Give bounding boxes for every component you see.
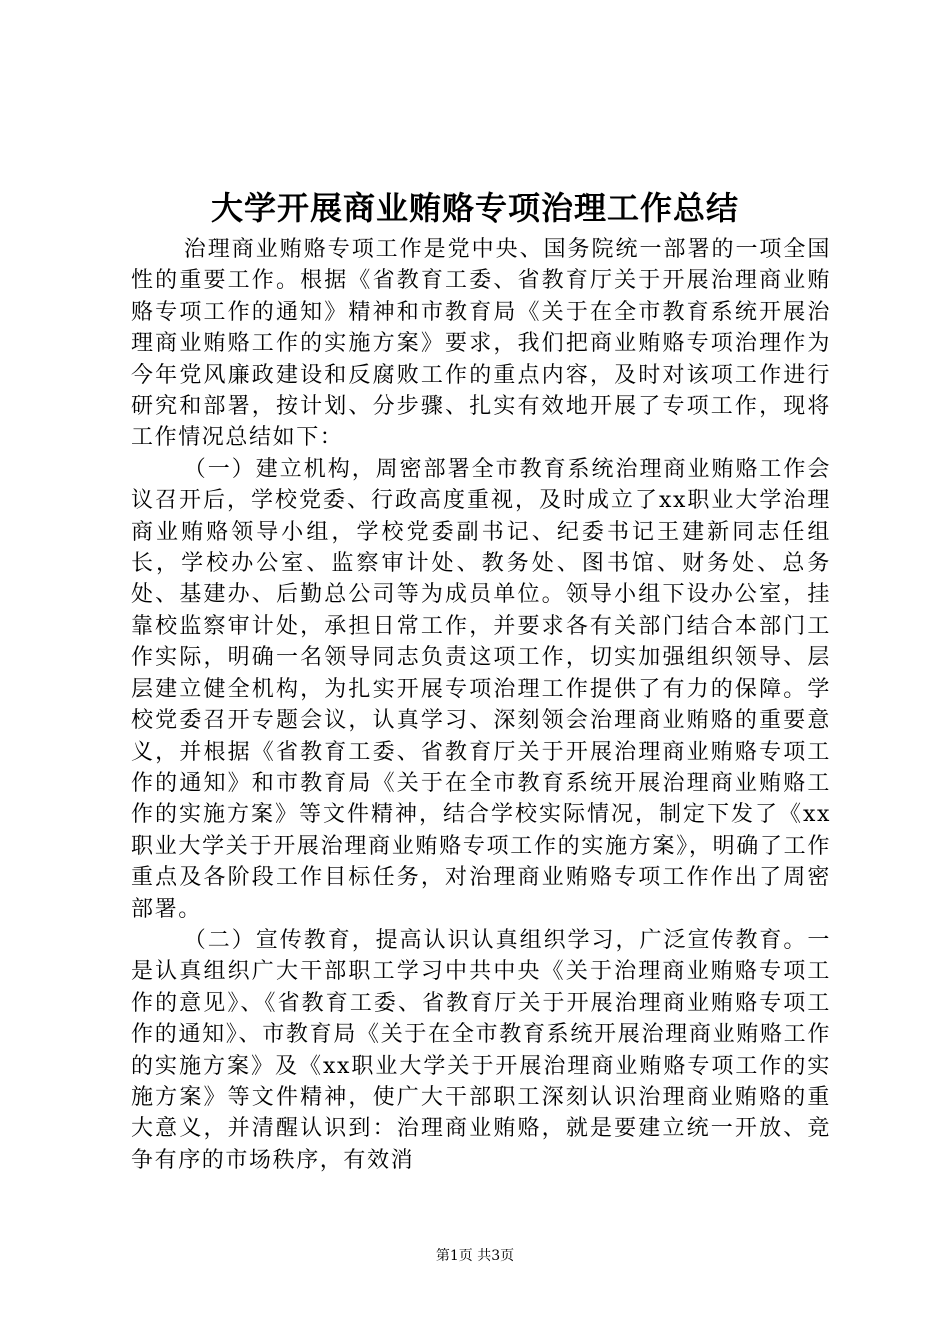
document-body <box>131 234 831 1176</box>
paragraph-section-2: （二）宣传教育，提高认识认真组织学习，广泛宣传教育。一是认真组织广大干部职工学习中共中央《关于治理商业贿赂专项工作的意见》、《省教育工委、省教育厅关于开展治理商业贿赂专项工作的通知》、市教育局《关于在全市教育系统开展治理商业贿赂工作的实施方案》及《xx职业大学关于开展治理商业贿赂专项工作的实施方案》等文件精神，使广大干部职工深刻认识治理商业贿赂的重大意义，并清醒认识到：治理商业贿赂，就是要建立统一开放、竞争有序的市场秩序，有效消 <box>131 927 831 1173</box>
document-title: 大学开展商业贿赂专项治理工作总结 <box>210 189 739 227</box>
paragraph-section-1: （一）建立机构，周密部署全市教育系统治理商业贿赂工作会议召开后，学校党委、行政高度重视，及时成立了xx职业大学治理商业贿赂领导小组，学校党委副书记、纪委书记王建新同志任组长，学校办公室、监察审计处、教务处、图书馆、财务处、总务处、基建办、后勤总公司等为成员单位。领导小组下设办公室，挂靠校监察审计处，承担日常工作，并要求各有关部门结合本部门工作实际，明确一名领导同志负责这项工作，切实加强组织领导、层层建立健全机构，为扎实开展专项治理工作提供了有力的保障。学校党委召开专题会议，认真学习、深刻领会治理商业贿赂的重要意义，并根据《省教育工委、省教育厅关于开展治理商业贿赂专项工作的通知》和市教育局《关于在全市教育系统开展治理商业贿赂工作的实施方案》等文件精神，结合学校实际情况，制定下发了《xx职业大学关于开展治理商业贿赂专项工作的实施方案》，明确了工作重点及各阶段工作目标任务，对治理商业贿赂专项工作作出了周密部署。 <box>131 456 831 922</box>
page-number-footer: 第1页 共3页 <box>435 1248 515 1264</box>
paragraph-intro: 治理商业贿赂专项工作是党中央、国务院统一部署的一项全国性的重要工作。根据《省教育工委、省教育厅关于开展治理商业贿赂专项工作的通知》精神和市教育局《关于在全市教育系统开展治理商业贿赂工作的实施方案》要求，我们把商业贿赂专项治理作为今年党风廉政建设和反腐败工作的重点内容，及时对该项工作进行研究和部署，按计划、分步骤、扎实有效地开展了专项工作，现将工作情况总结如下： <box>131 237 831 451</box>
